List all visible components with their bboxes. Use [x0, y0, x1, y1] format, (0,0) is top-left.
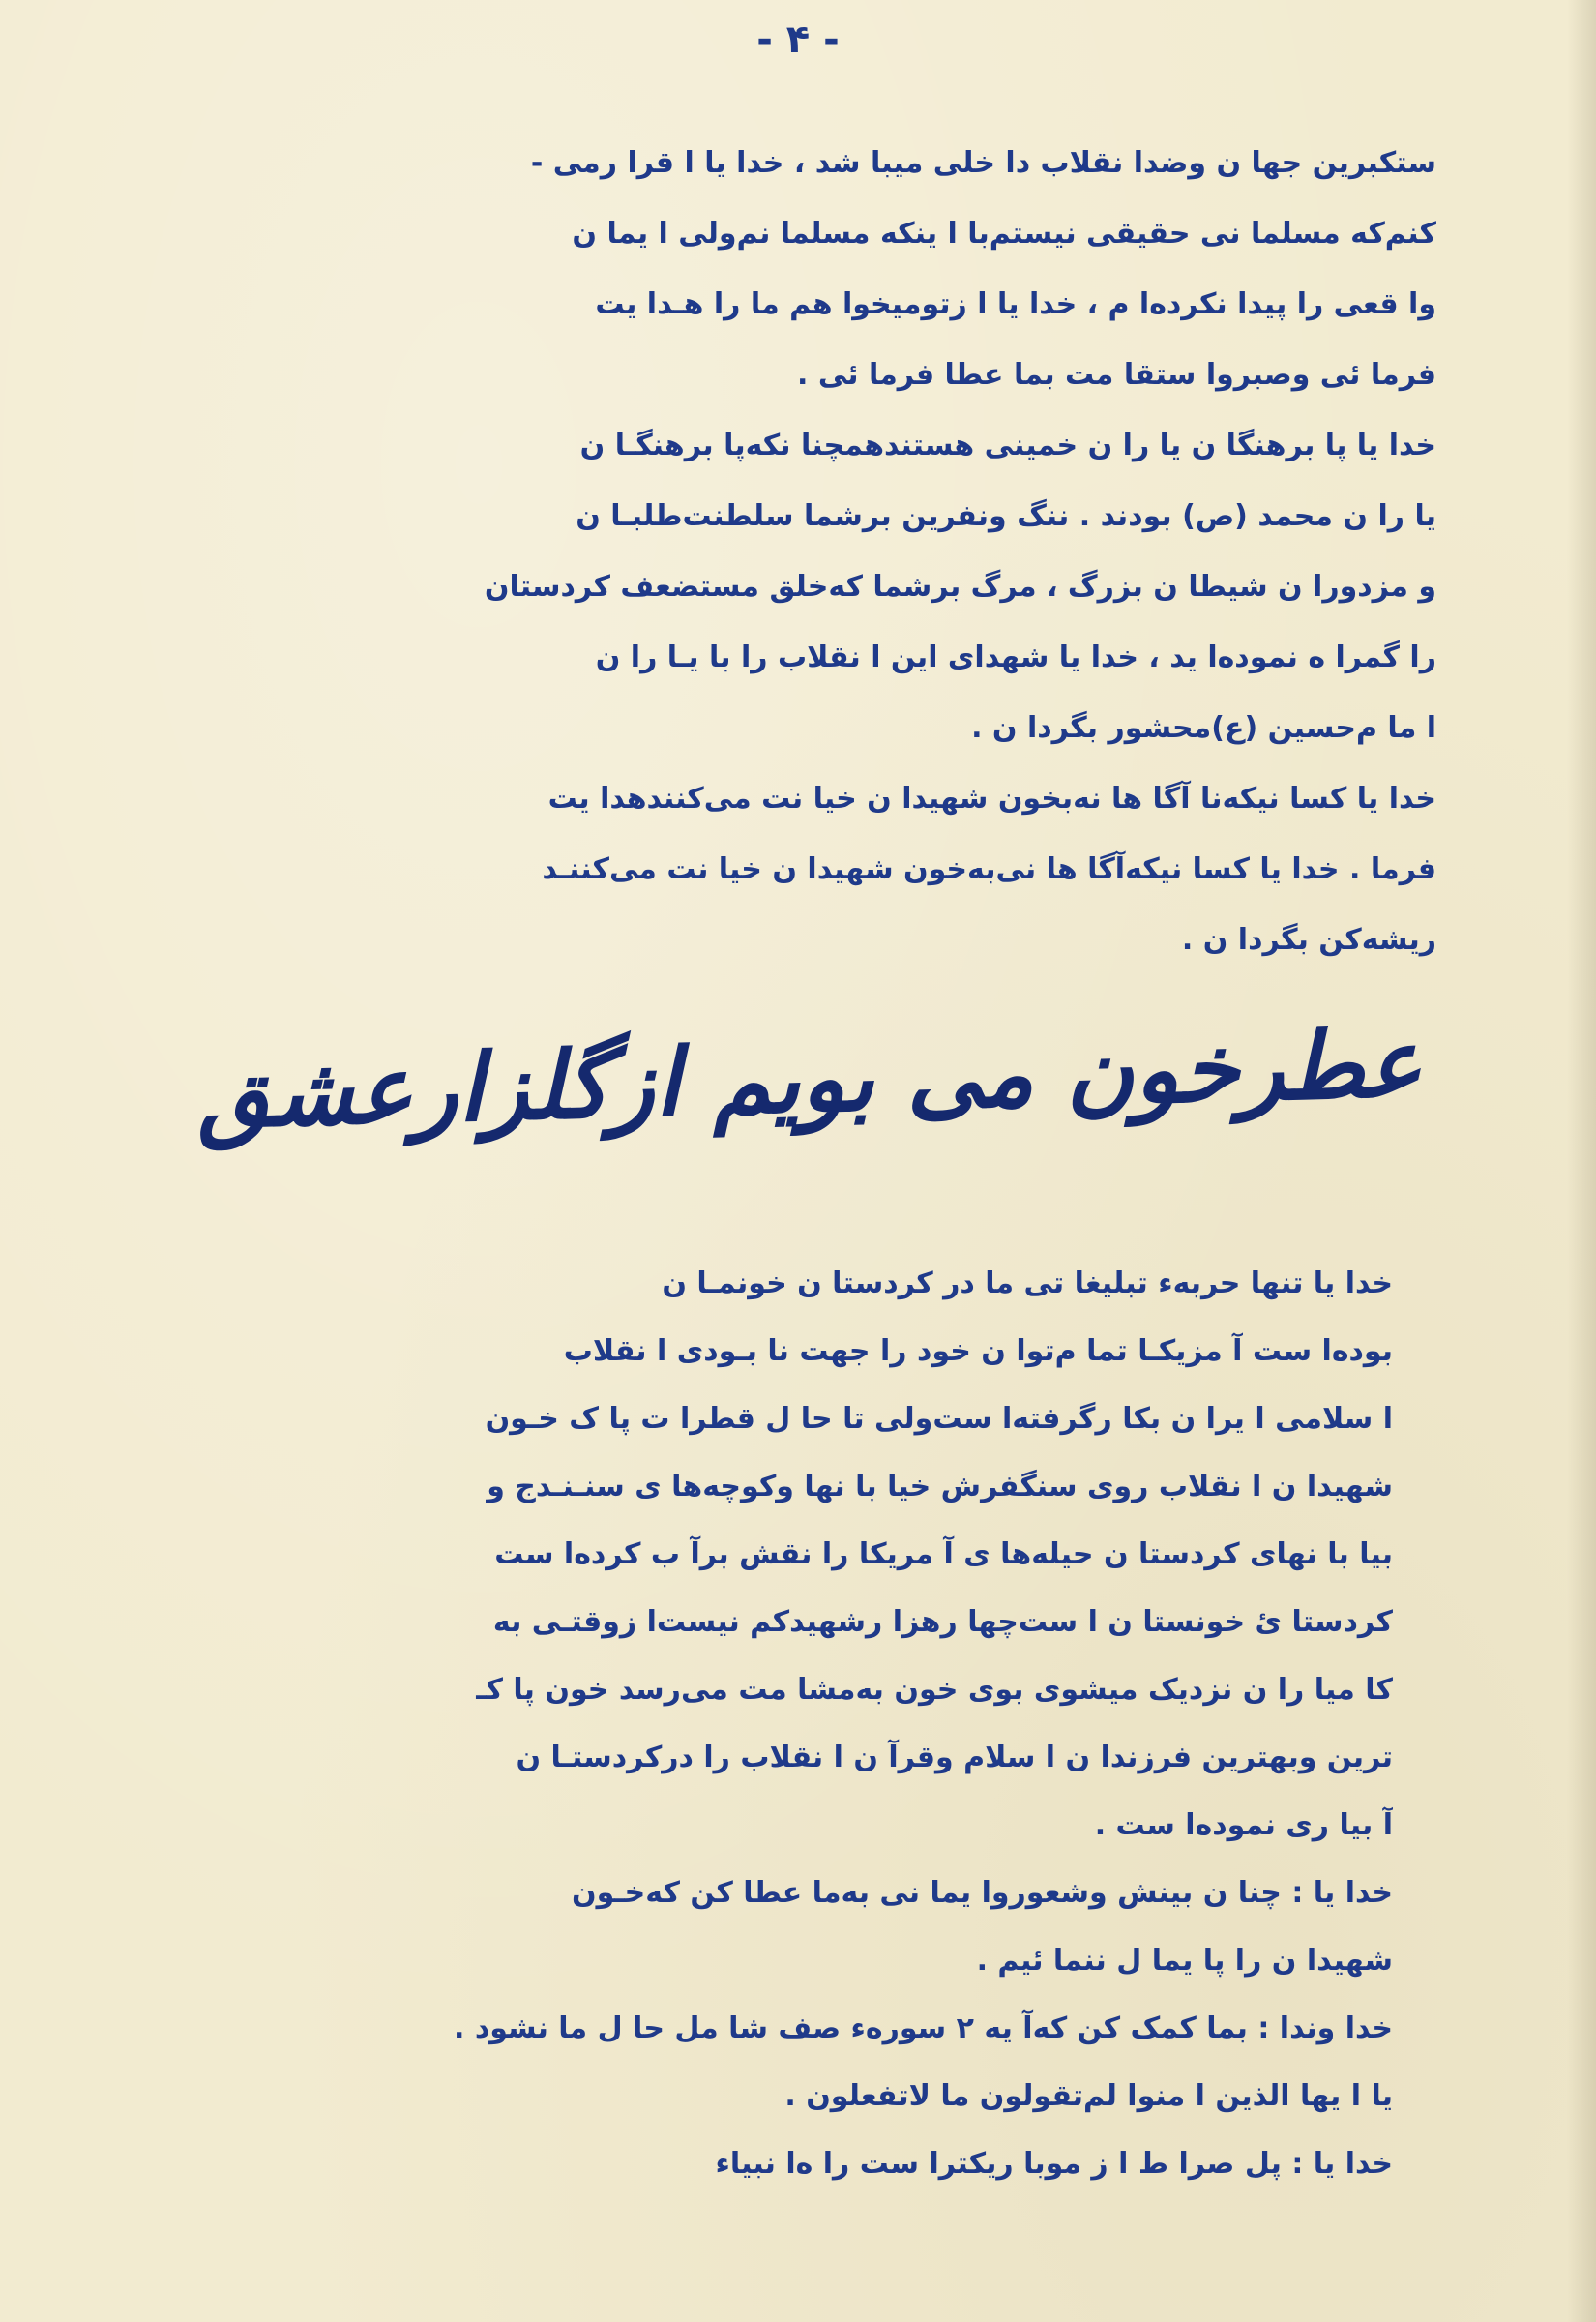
calligraphy-headline: عطرخون می بویم ازگلزارعشق	[195, 1007, 1424, 1150]
page-number: - ۴ -	[756, 17, 840, 62]
text-line: فرما . خدا یا کسا نیکه‌آگا ها نی‌به‌خون شهیدا ن خیا نت می‌کننـد	[542, 852, 1436, 886]
text-line: یا را ن محمد (ص) بودند . ننگ ونفرین برشما سلطنت‌طلبـا ن	[576, 499, 1436, 533]
text-line: آ بیا ری نموده‌ا ست .	[1094, 1808, 1393, 1842]
paragraph-1	[169, 128, 1436, 975]
text-line: ترین وبهترین فرزندا ن ا سلام وقرآ ن ا نقلاب را درکردستـا ن	[516, 1741, 1393, 1774]
text-line: کردستا ئ خونستا ن ا ست‌چها رهزا رشهیدکم نیست‌ا زوقتـی به	[492, 1605, 1393, 1639]
text-line: خدا یا : پل صرا ط ا ز موبا ریکترا ست را ه‌ا نبیاء	[715, 2147, 1393, 2181]
text-line: فرما ئی وصبروا ستقا مت بما عطا فرما ئی .	[797, 358, 1436, 392]
text-line: بیا با نهای کردستا ن حیله‌ها ی آ مریکا را نقش برآ ب کرده‌ا ست	[494, 1537, 1393, 1571]
text-line: شهیدا ن ا نقلاب روی سنگفرش خیا با نها وکوچه‌ها ی سنـنـدج و	[487, 1470, 1393, 1503]
text-line: یا ا یها الذین ا منوا لم‌تقولون ما لاتفعلون .	[784, 2079, 1393, 2113]
text-line: و مزدورا ن شیطا ن بزرگ ، مرگ برشما که‌خلق مستضعف کردستان	[484, 570, 1436, 604]
paragraph-2	[145, 1250, 1393, 2198]
text-line: بوده‌ا ست آ مزیکـا تما م‌توا ن خود را جهت نا بـودی ا نقلاب	[563, 1334, 1393, 1368]
text-line: ا سلامی ا یرا ن بکا رگرفته‌ا ست‌ولی تا حا ل قطرا ت پا ک خـون	[485, 1402, 1393, 1436]
text-line: ستکبرین جها ن وضدا نقلاب دا خلی میبا شد ، خدا یا ا قرا رمی -	[530, 146, 1436, 180]
text-line: خدا وندا : بما کمک کن که‌آ یه‌ ۲ سوره‌ء صف شا مل حا ل ما نشود .	[454, 2011, 1393, 2045]
text-line: خدا یا تنها حربه‌ء تبلیغا تی ما در کردستا ن خونمـا ن	[662, 1266, 1393, 1300]
page-edge-shadow	[1567, 0, 1596, 2322]
text-line: کنم‌که مسلما نی حقیقی نیستم‌با ا ینکه مسلما نم‌ولی ا یما ن	[572, 217, 1436, 251]
text-line: وا قعی را پیدا نکرده‌ا م ، خدا یا ا زتومیخوا هم ما را هـدا یت	[595, 287, 1436, 321]
text-line: شهیدا ن را پا یما ل ننما ئیم .	[976, 1944, 1393, 1978]
text-line: خدا یا کسا نیکه‌نا آگا ها نه‌بخون شهیدا ن خیا نت می‌کنندهدا یت	[547, 782, 1436, 816]
text-line: کا میا را ن نزدیک میشوی بوی خون به‌مشا مت می‌رسد خون پا کـ	[476, 1673, 1393, 1707]
text-line: ا ما م‌حسین (ع)محشور بگردا ن .	[971, 711, 1436, 745]
text-line: خدا یا پا برهنگا ن یا را ن خمینی هستندهمچنا نکه‌پا برهنگـا ن	[579, 429, 1436, 462]
text-line: را گمرا ه نموده‌ا ید ، خدا یا شهدای این ا نقلاب را با یـا را ن	[595, 640, 1436, 674]
text-line: ریشه‌کن بگردا ن .	[1181, 923, 1436, 957]
text-line: خدا یا : چنا ن بینش وشعوروا یما نی به‌ما عطا کن که‌خـون	[572, 1876, 1393, 1910]
